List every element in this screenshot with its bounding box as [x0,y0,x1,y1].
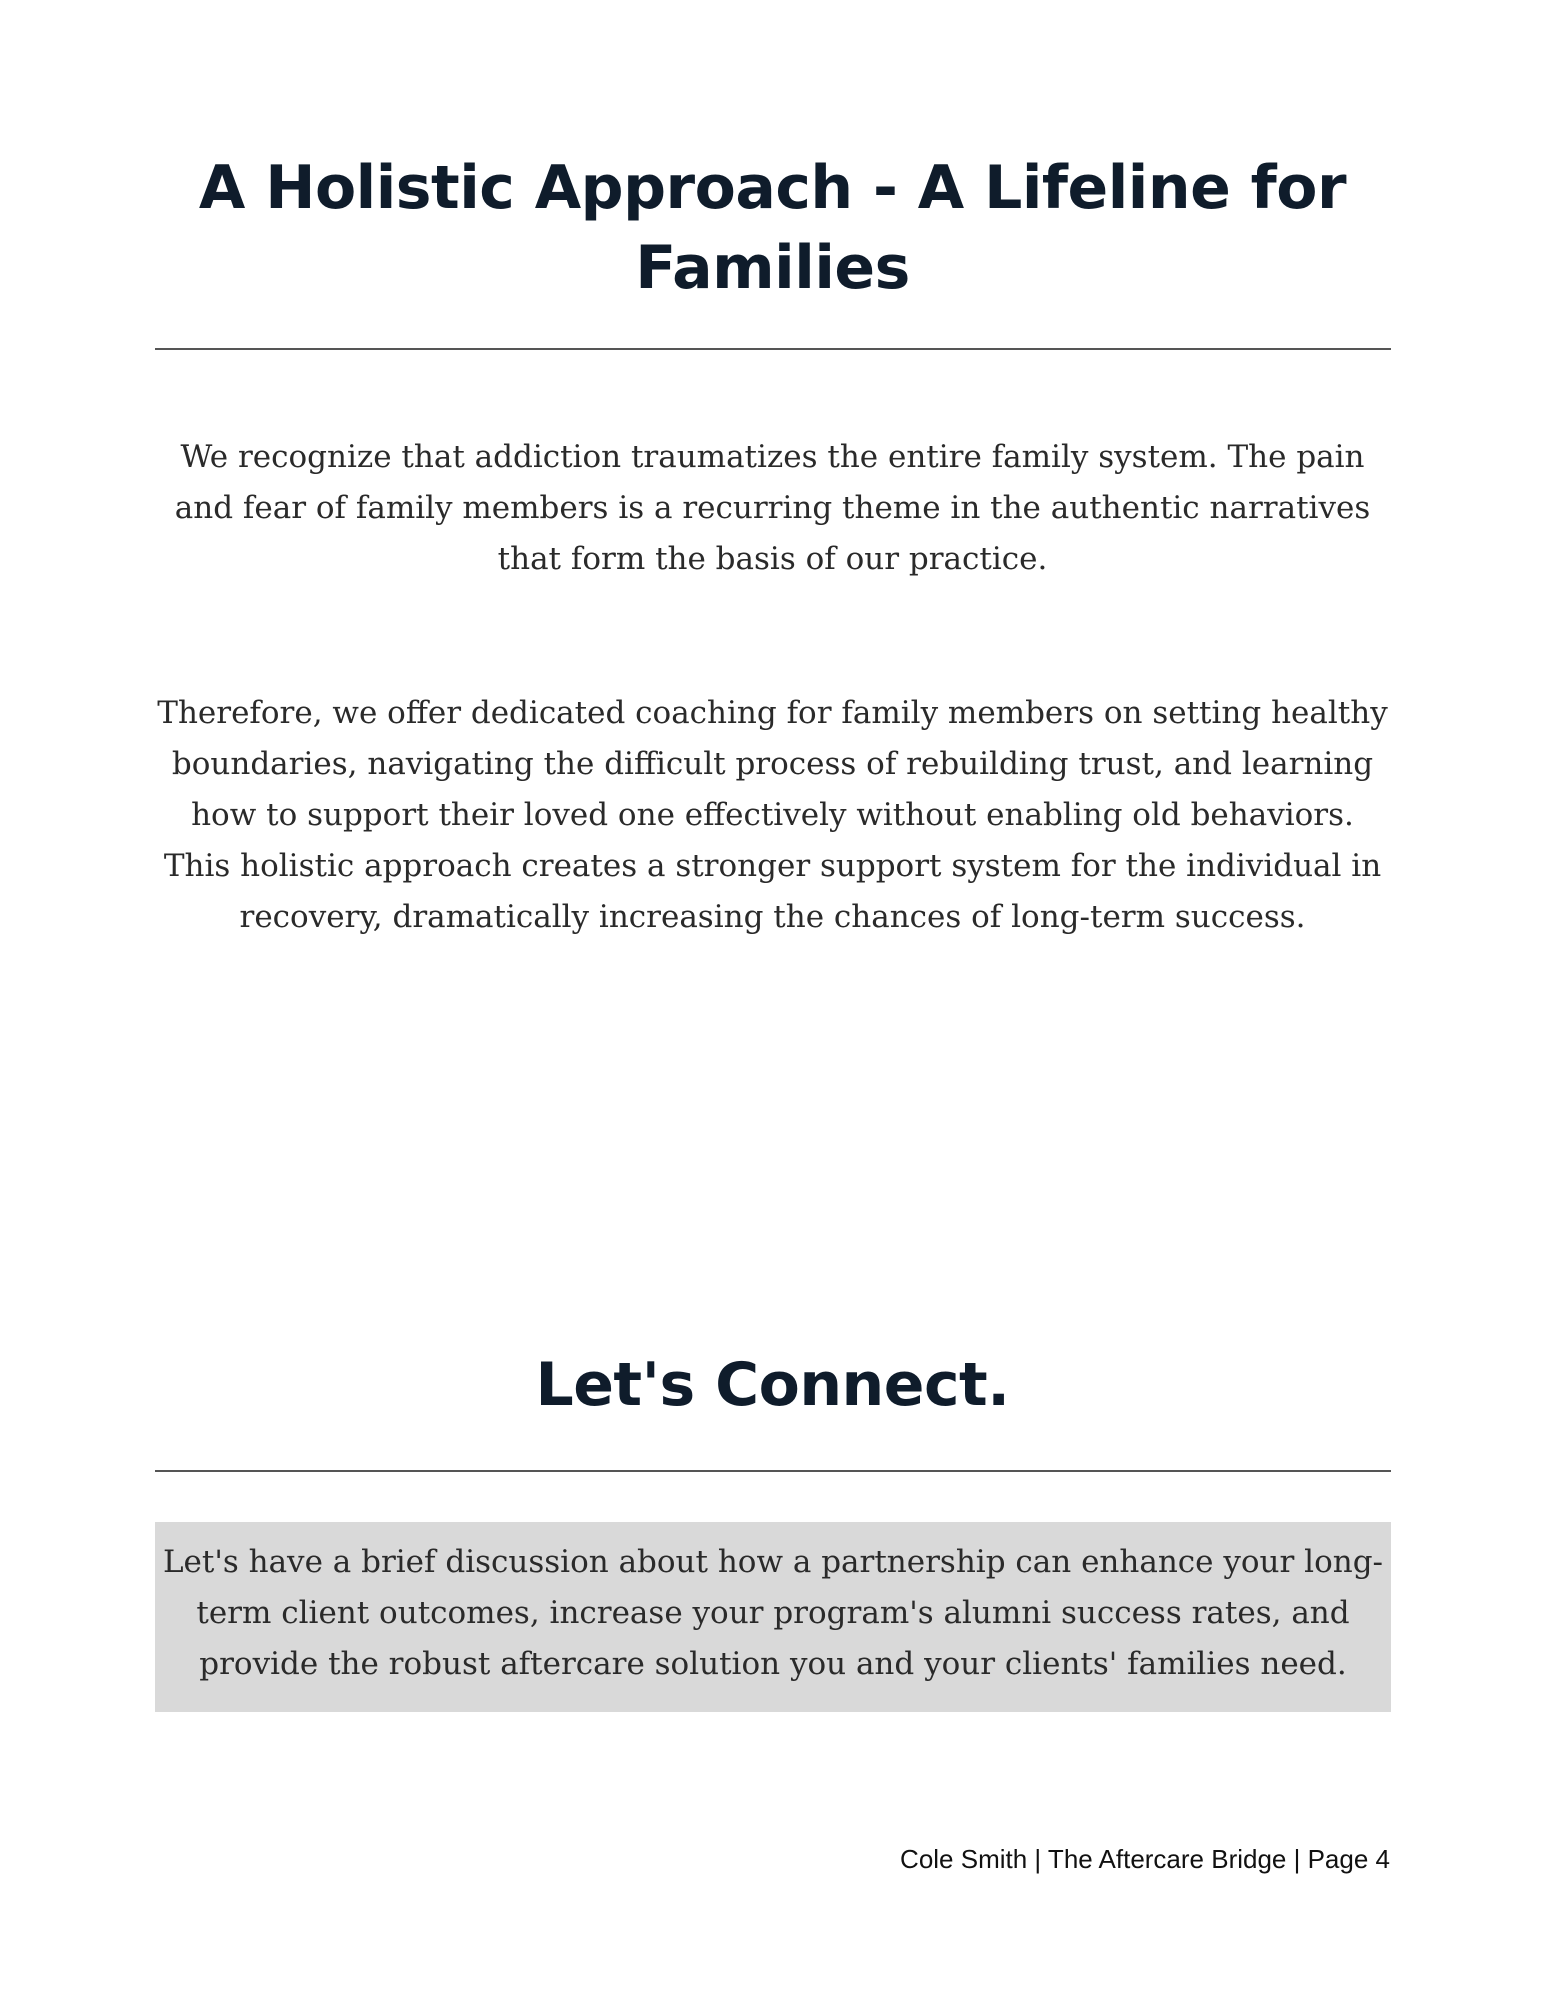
call-to-action-box [155,1522,1391,1712]
page-footer: Cole Smith | The Aftercare Bridge | Page 4 [900,1844,1390,1874]
section-divider [155,1470,1391,1472]
section-title-holistic-approach: A Holistic Approach - A Lifeline for Families [198,153,1347,303]
section-divider [155,348,1391,350]
section-title-lets-connect: Let's Connect. [535,1350,1010,1420]
family-system-paragraph: We recognize that addiction traumatizes the entire family system. The pain and fear of family members is a recurring theme in the authentic narratives that form the basis of our practice. [174,439,1371,577]
call-to-action-text: Let's have a brief discussion about how a partnership can enhance your long-term client outcomes, increase your program's alumni success rates, and provide the robust aftercare solution you and your clients' families need. [162,1544,1384,1682]
family-coaching-paragraph: Therefore, we offer dedicated coaching for family members on setting healthy boundaries, navigating the difficult process of rebuilding trust, and learning how to support their loved one effectively without enabling old behaviors. This holistic approach creates a stronger support system for the individual in recovery, dramatically increasing the chances of long-term success. [157,695,1388,935]
